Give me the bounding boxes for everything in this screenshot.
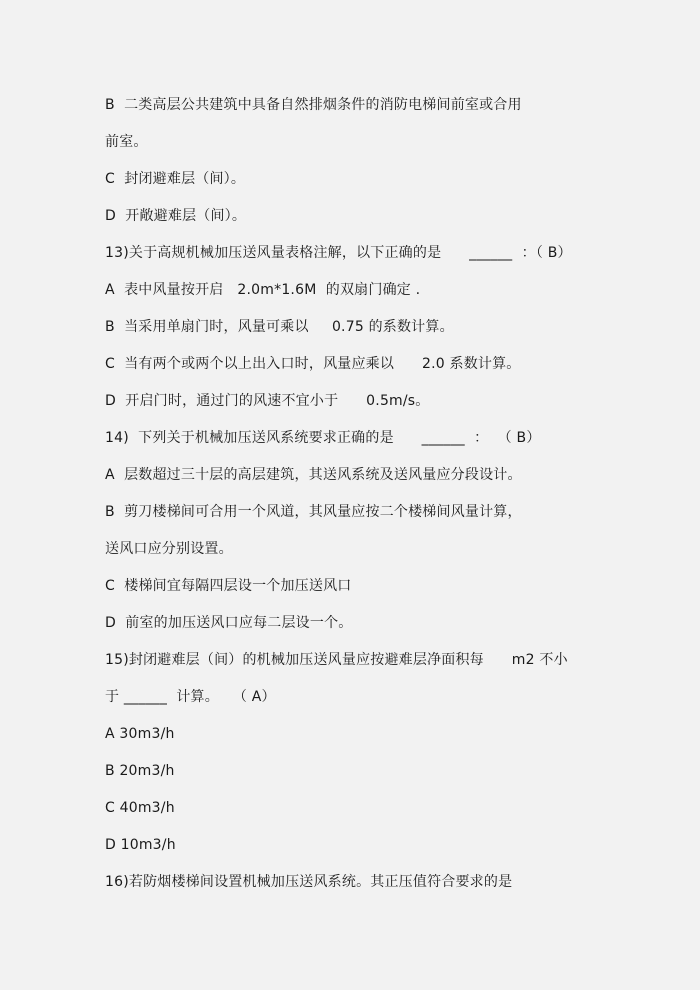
text-line-option-b-intro: B 二类高层公共建筑中具备自然排烟条件的消防电梯间前室或合用: [105, 97, 522, 113]
q14-option-a: A 层数超过三十层的高层建筑，其送风系统及送风量应分段设计。: [105, 467, 522, 483]
q14-option-b: B 剪刀楼梯间可合用一个风道，其风量应按二个楼梯间风量计算，: [105, 504, 522, 520]
text-line-option-b-cont: 前室。: [105, 134, 148, 150]
q14-option-b-cont: 送风口应分别设置。: [105, 541, 233, 557]
q15-option-d: D 10m3/h: [105, 837, 176, 853]
q13-option-d: D 开启门时，通过门的风速不宜小于 0.5m/s。: [105, 393, 430, 409]
text-line-option-d: D 开敞避难层（间）。: [105, 208, 247, 224]
question-14: 14) 下列关于机械加压送风系统要求正确的是 ______ ： （ B）: [105, 430, 541, 446]
q13-option-a: A 表中风量按开启 2.0m*1.6M 的双扇门确定 .: [105, 282, 421, 298]
q14-option-c: C 楼梯间宜每隔四层设一个加压送风口: [105, 578, 352, 594]
text-line-option-c: C 封闭避难层（间）。: [105, 171, 246, 187]
question-15: 15)封闭避难层（间）的机械加压送风量应按避难层净面积每 m2 不小: [105, 652, 568, 668]
question-13: 13)关于高规机械加压送风量表格注解，以下正确的是 ______ ：（ B）: [105, 245, 572, 261]
q14-option-d: D 前室的加压送风口应每二层设一个。: [105, 615, 353, 631]
q15-option-a: A 30m3/h: [105, 726, 175, 742]
q15-option-c: C 40m3/h: [105, 800, 175, 816]
q13-option-b: B 当采用单扇门时，风量可乘以 0.75 的系数计算。: [105, 319, 454, 335]
q13-option-c: C 当有两个或两个以上出入口时，风量应乘以 2.0 系数计算。: [105, 356, 521, 372]
q15-option-b: B 20m3/h: [105, 763, 175, 779]
question-16: 16)若防烟楼梯间设置机械加压送风系统。其正压值符合要求的是: [105, 874, 513, 890]
question-15-cont: 于 ______ 计算。 （ A）: [105, 689, 276, 705]
